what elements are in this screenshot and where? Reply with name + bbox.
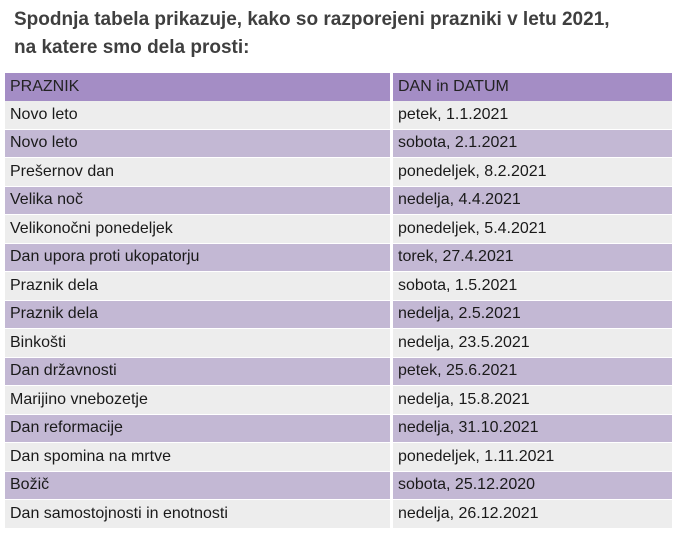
- holiday-name: Binkošti: [5, 329, 390, 358]
- holiday-date: nedelja, 26.12.2021: [390, 500, 672, 529]
- table-row: [5, 187, 672, 216]
- table-row: [5, 130, 672, 159]
- holiday-name: Prešernov dan: [5, 158, 390, 187]
- table-row: [5, 272, 672, 301]
- holiday-date: nedelja, 31.10.2021: [390, 415, 672, 444]
- holiday-name: Dan samostojnosti in enotnosti: [5, 500, 390, 529]
- table-row: [5, 358, 672, 387]
- holiday-name: Dan spomina na mrtve: [5, 443, 390, 472]
- holiday-date: sobota, 2.1.2021: [390, 130, 672, 159]
- table-row: [5, 472, 672, 501]
- table-row: [5, 500, 672, 529]
- holiday-name: Dan državnosti: [5, 358, 390, 387]
- holiday-name: Novo leto: [5, 130, 390, 159]
- holiday-name: Praznik dela: [5, 272, 390, 301]
- holiday-date: nedelja, 15.8.2021: [390, 386, 672, 415]
- holiday-name: Dan reformacije: [5, 415, 390, 444]
- table-body: [5, 101, 672, 529]
- holiday-date: nedelja, 2.5.2021: [390, 301, 672, 330]
- holiday-name: Velika noč: [5, 187, 390, 216]
- holiday-date: petek, 25.6.2021: [390, 358, 672, 387]
- holiday-name: Novo leto: [5, 101, 390, 130]
- table-row: [5, 386, 672, 415]
- intro-line-2: na katere smo dela prosti:: [14, 37, 250, 58]
- holiday-date: torek, 27.4.2021: [390, 244, 672, 273]
- holiday-date: ponedeljek, 5.4.2021: [390, 215, 672, 244]
- table-header-row: [5, 73, 672, 101]
- holiday-date: sobota, 1.5.2021: [390, 272, 672, 301]
- holiday-name: Marijino vnebozetje: [5, 386, 390, 415]
- holiday-name: Velikonočni ponedeljek: [5, 215, 390, 244]
- holiday-date: petek, 1.1.2021: [390, 101, 672, 130]
- header-praznik: PRAZNIK: [5, 73, 390, 101]
- table-row: [5, 443, 672, 472]
- holiday-date: sobota, 25.12.2020: [390, 472, 672, 501]
- holiday-date: nedelja, 4.4.2021: [390, 187, 672, 216]
- table-row: [5, 301, 672, 330]
- holidays-table: [5, 73, 672, 529]
- table-row: [5, 244, 672, 273]
- table-row: [5, 215, 672, 244]
- holiday-name: Dan upora proti ukopatorju: [5, 244, 390, 273]
- holiday-name: Praznik dela: [5, 301, 390, 330]
- holiday-name: Božič: [5, 472, 390, 501]
- table-row: [5, 101, 672, 130]
- intro-heading: [14, 6, 674, 62]
- intro-line-1: Spodnja tabela prikazuje, kako so razporejeni prazniki v letu 2021,: [14, 9, 610, 30]
- table-row: [5, 415, 672, 444]
- holiday-date: ponedeljek, 1.11.2021: [390, 443, 672, 472]
- holiday-date: nedelja, 23.5.2021: [390, 329, 672, 358]
- table-row: [5, 329, 672, 358]
- header-dan-in-datum: DAN in DATUM: [390, 73, 672, 101]
- table-row: [5, 158, 672, 187]
- holiday-date: ponedeljek, 8.2.2021: [390, 158, 672, 187]
